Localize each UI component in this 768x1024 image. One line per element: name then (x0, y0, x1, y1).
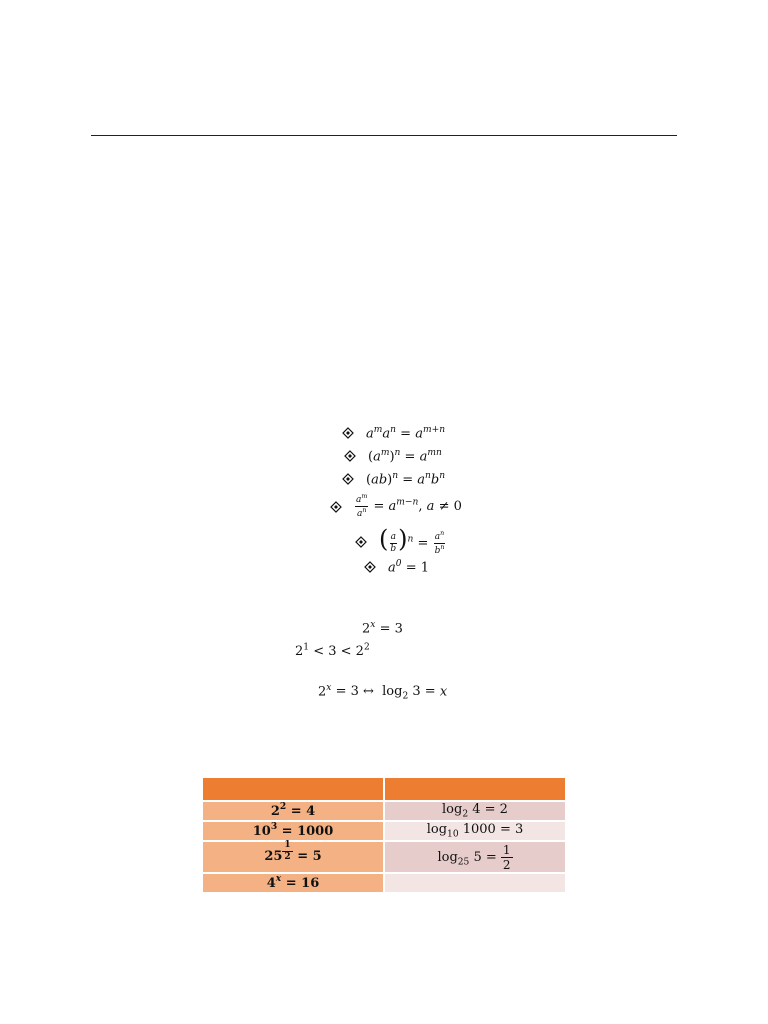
table-cell-logarithmic: $\log_{25} 5$ = $\frac{1}{2}$ (385, 840, 565, 872)
table-cell-exponential: $2^2 = 4$ (203, 800, 383, 820)
diamond-bullet-icon (355, 536, 367, 548)
law-power-of-quotient: ( $\frac{a}{b}$ )$^n$ = $\frac{a^n}{b^n}$ (355, 527, 446, 556)
table-header-cell (203, 778, 383, 800)
table-row (203, 872, 565, 892)
law-power-of-product: $(ab)^n = a^nb^n$ (342, 471, 445, 487)
table-row (203, 800, 565, 820)
diamond-bullet-icon (364, 561, 376, 573)
horizontal-rule (91, 135, 677, 136)
table-cell-exponential: $10^3 = 1000$ (203, 820, 383, 840)
diamond-bullet-icon (344, 450, 356, 462)
diamond-bullet-icon (330, 501, 342, 513)
law-quotient: $\frac{a^m}{a^n}$ = $a^{m-n}$, a ≠ 0 (330, 494, 462, 519)
law-power-of-power: $(a^m)^n = a^{mn}$ (344, 448, 442, 464)
table-cell-logarithmic: $\log_2 4 = 2$ (385, 800, 565, 820)
table-row (203, 820, 565, 840)
table-cell-logarithmic (385, 872, 565, 892)
diamond-bullet-icon (342, 473, 354, 485)
equivalence: 2$^x$ = 3 ↔ $\log_2 3 = x$ (318, 683, 448, 702)
table-cell-logarithmic: $\log_{10} 1000 = 3$ (385, 820, 565, 840)
table-header-cell (385, 778, 565, 800)
table-header-row (203, 778, 565, 800)
law-zero-exponent: $a^0 = 1$ (364, 559, 429, 575)
inequality: $2^1 < 3 < 2^2$ (295, 643, 370, 660)
equation-2x-equals-3: 2$^x$ = 3 (362, 620, 403, 637)
exponential-log-table (201, 778, 567, 892)
table-row (203, 840, 565, 872)
table-cell-exponential: $4^x = 16$ (203, 872, 383, 892)
diamond-bullet-icon (342, 427, 354, 439)
law-product: $a^ma^n = a^{m+n}$ (342, 425, 445, 441)
table-cell-exponential: 25 $^{\frac{1}{2}}$ = 5 (203, 840, 383, 872)
